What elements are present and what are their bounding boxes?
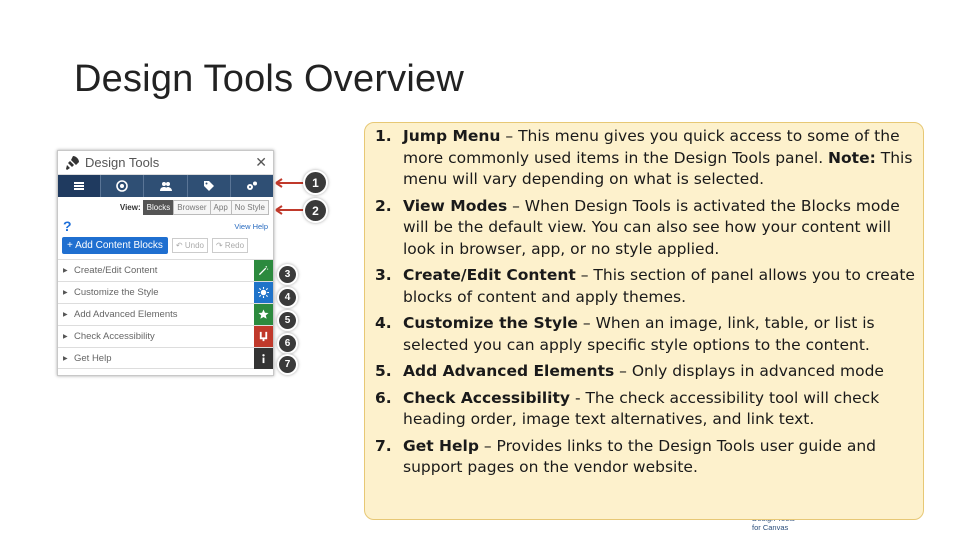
item-note-label: Note: bbox=[828, 148, 876, 167]
item-term: Customize the Style bbox=[403, 314, 578, 332]
item-separator: – bbox=[500, 127, 519, 145]
help-question-icon[interactable]: ? bbox=[63, 218, 72, 234]
view-mode-row bbox=[58, 197, 273, 218]
section-get-help[interactable] bbox=[58, 347, 273, 369]
add-content-blocks-label: Add Content Blocks bbox=[75, 239, 163, 251]
list-item bbox=[375, 265, 923, 308]
plus-icon: + bbox=[67, 239, 73, 251]
slide-title: Design Tools Overview bbox=[74, 58, 464, 100]
item-text: The check accessibility tool will check heading order, image text alternatives, and link text. bbox=[403, 388, 880, 428]
marker-6: 6 bbox=[279, 335, 296, 352]
item-number: 1. bbox=[375, 127, 392, 145]
feature-list bbox=[365, 123, 923, 479]
undo-icon: ↶ bbox=[175, 240, 183, 250]
info-icon bbox=[254, 348, 273, 369]
rocket-icon bbox=[64, 155, 80, 171]
item-text: When Design Tools is activated the Blocks mode will be the default view. You can also see how your content will look in browser, app, or no style applied. bbox=[403, 196, 900, 258]
redo-button[interactable] bbox=[212, 238, 248, 253]
redo-label: Redo bbox=[224, 240, 245, 250]
section-label: Add Advanced Elements bbox=[74, 309, 178, 320]
item-term: Add Advanced Elements bbox=[403, 362, 615, 380]
item-separator: - bbox=[570, 388, 586, 407]
item-term: View Modes bbox=[403, 196, 508, 215]
caret-right-icon: ▶ bbox=[63, 268, 68, 274]
target-icon bbox=[116, 180, 128, 192]
section-add-advanced-elements[interactable] bbox=[58, 303, 273, 325]
undo-button[interactable] bbox=[172, 238, 208, 253]
section-label: Check Accessibility bbox=[74, 331, 155, 342]
star-icon bbox=[254, 304, 273, 325]
marker-2: 2 bbox=[305, 200, 326, 221]
item-text: When an image, link, table, or list is selected you can apply specific style options to the content. bbox=[403, 314, 875, 354]
panel-header bbox=[58, 151, 273, 175]
item-number: 3. bbox=[375, 266, 392, 284]
caret-right-icon: ▶ bbox=[63, 355, 68, 362]
item-text: This section of panel allows you to create blocks of content and apply themes. bbox=[403, 266, 915, 306]
item-number: 6. bbox=[375, 388, 392, 407]
item-text: Provides links to the Design Tools user guide and support pages on the vendor website. bbox=[403, 436, 876, 476]
list-item bbox=[375, 361, 923, 383]
item-body bbox=[403, 361, 919, 383]
list-item bbox=[375, 436, 923, 479]
marker-1: 1 bbox=[305, 172, 326, 193]
help-row bbox=[58, 218, 273, 234]
view-mode-no-style[interactable]: No Style bbox=[231, 200, 269, 215]
marker-5: 5 bbox=[279, 312, 296, 329]
section-label: Customize the Style bbox=[74, 287, 159, 298]
item-note-text: This menu will vary depending on what is selected. bbox=[403, 148, 913, 188]
panel-title: Design Tools bbox=[85, 155, 160, 170]
item-term: Jump Menu bbox=[403, 127, 501, 145]
users-icon bbox=[160, 180, 172, 192]
item-number: 5. bbox=[375, 362, 392, 380]
item-body bbox=[403, 436, 919, 479]
item-body bbox=[403, 196, 919, 261]
item-body bbox=[403, 126, 919, 191]
list-item bbox=[375, 126, 923, 191]
item-separator: – bbox=[478, 436, 497, 455]
section-list bbox=[58, 259, 273, 369]
wand-icon bbox=[254, 260, 273, 281]
item-number: 2. bbox=[375, 196, 392, 215]
jump-menu-tags-button[interactable] bbox=[188, 175, 231, 197]
jump-menu-users-button[interactable] bbox=[144, 175, 187, 197]
accessibility-icon bbox=[254, 326, 273, 347]
tags-icon bbox=[203, 180, 215, 192]
gears-icon bbox=[246, 180, 258, 192]
item-text: This menu gives you quick access to some of the more commonly used items in the Design Tools panel. bbox=[403, 127, 900, 167]
caret-right-icon: ▶ bbox=[63, 312, 68, 318]
view-mode-app[interactable]: App bbox=[210, 200, 232, 215]
marker-4: 4 bbox=[279, 289, 296, 306]
view-help-link[interactable]: View Help bbox=[234, 221, 268, 231]
item-separator: – bbox=[614, 362, 632, 380]
item-number: 4. bbox=[375, 314, 392, 332]
view-label: View: bbox=[119, 203, 141, 212]
add-content-blocks-button[interactable] bbox=[62, 237, 168, 254]
sun-icon bbox=[254, 282, 273, 303]
caret-right-icon: ▶ bbox=[63, 290, 68, 296]
item-body bbox=[403, 388, 919, 431]
redo-icon: ↷ bbox=[215, 240, 223, 250]
marker-3: 3 bbox=[279, 266, 296, 283]
jump-menu bbox=[58, 175, 273, 197]
marker-7: 7 bbox=[279, 356, 296, 373]
description-box bbox=[364, 122, 924, 520]
section-check-accessibility[interactable] bbox=[58, 325, 273, 347]
section-customize-style[interactable] bbox=[58, 281, 273, 303]
item-text: Only displays in advanced mode bbox=[631, 362, 884, 380]
design-tools-panel bbox=[57, 150, 274, 376]
undo-label: Undo bbox=[184, 240, 204, 250]
item-number: 7. bbox=[375, 436, 392, 455]
section-label: Create/Edit Content bbox=[74, 265, 158, 276]
section-create-edit-content[interactable] bbox=[58, 259, 273, 281]
jump-menu-list-button[interactable] bbox=[58, 175, 101, 197]
item-term: Get Help bbox=[403, 436, 479, 455]
jump-menu-gears-button[interactable] bbox=[231, 175, 273, 197]
item-separator: – bbox=[577, 314, 596, 332]
content-toolbar bbox=[58, 234, 273, 256]
list-item bbox=[375, 388, 923, 431]
item-body bbox=[403, 313, 919, 356]
close-icon[interactable]: ✕ bbox=[255, 154, 267, 171]
view-mode-browser[interactable]: Browser bbox=[173, 200, 210, 215]
jump-menu-target-button[interactable] bbox=[101, 175, 144, 197]
item-separator: – bbox=[507, 196, 525, 215]
list-icon bbox=[73, 180, 85, 192]
section-label: Get Help bbox=[74, 352, 112, 364]
list-item bbox=[375, 313, 923, 356]
list-item bbox=[375, 196, 923, 261]
footer-logo-line2: for Canvas bbox=[752, 523, 789, 532]
item-separator: – bbox=[575, 266, 594, 284]
caret-right-icon: ▶ bbox=[63, 334, 68, 340]
item-body bbox=[403, 265, 919, 308]
view-mode-blocks[interactable]: Blocks bbox=[143, 200, 175, 215]
item-term: Create/Edit Content bbox=[403, 266, 576, 284]
item-term: Check Accessibility bbox=[403, 388, 571, 407]
